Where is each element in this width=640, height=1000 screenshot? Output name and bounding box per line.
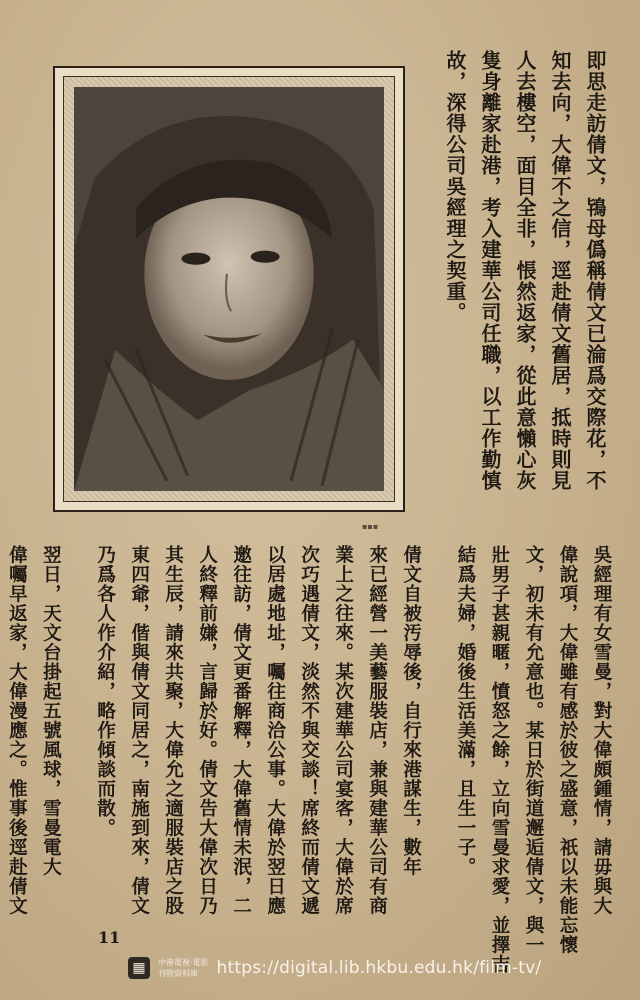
photo-border xyxy=(63,76,395,502)
text-column: 翌日，天文台掛起五號風球，雪曼電大 xyxy=(40,545,62,877)
text-column: 人去樓空，面目全非，悵然返家，從此意懶心灰 xyxy=(513,50,537,491)
text-column: 結爲夫婦，婚後生活美滿，且生一子。 xyxy=(455,545,476,877)
text-column: 乃爲各人作介紹，略作傾談而散。 xyxy=(94,545,116,838)
page-number: 11 xyxy=(98,928,121,947)
text-column: 文，初未有允意也。某日於街道邂逅倩文，與一 xyxy=(523,545,544,955)
watermark-org xyxy=(158,957,209,979)
portrait-photo-frame xyxy=(53,66,405,512)
text-column: 倩文自被汚辱後，自行來港謀生，數年 xyxy=(400,545,422,877)
watermark-url[interactable]: https://digital.lib.hkbu.edu.hk/film-tv/ xyxy=(216,958,542,978)
text-column: 壯男子甚親暱，憤怒之餘，立向雪曼求愛，並擇吉 xyxy=(489,545,510,974)
portrait-photo xyxy=(74,87,384,491)
text-column: 邀往訪，倩文更番解釋，大偉舊情未泯，二 xyxy=(230,545,252,916)
text-column: 偉說項，大偉雖有感於彼之盛意，祇以未能忘懷 xyxy=(557,545,578,955)
library-watermark xyxy=(128,948,541,988)
text-column: 隻身離家赴港，考入建華公司任職，以工作勤慎 xyxy=(478,50,502,491)
watermark-org-line1: 中港電視·電影 xyxy=(158,958,209,967)
text-column: 次巧遇倩文，淡然不與交談！席終而倩文遞 xyxy=(298,545,320,916)
text-column: 故，深得公司吳經理之契重。 xyxy=(443,50,467,323)
text-column: 其生辰，請來共聚，大偉允之適服裝店之股 xyxy=(162,545,184,916)
portrait-image xyxy=(74,87,384,491)
upper-paragraph xyxy=(437,50,612,491)
photo-credit-mark: ▪▪▪ xyxy=(362,522,379,531)
library-logo-icon: ▦ xyxy=(128,957,150,979)
text-column: 東四爺，偕與倩文同居之，南施到來，倩文 xyxy=(128,545,150,916)
text-column: 即思走訪倩文，鴇母僞稱倩文已淪爲交際花，不 xyxy=(583,50,607,491)
text-column: 知去向，大偉不之信，逕赴倩文舊居，抵時則見 xyxy=(548,50,572,491)
text-column: 偉囑早返家，大偉漫應之。惟事後逕赴倩文 xyxy=(6,545,28,916)
text-column: 來已經營一美藝服裝店，兼與建華公司有商 xyxy=(366,545,388,916)
text-column: 以居處地址，囑往商洽公事。大偉於翌日應 xyxy=(264,545,286,916)
watermark-org-line2: 刊物資料庫 xyxy=(158,969,198,978)
text-column: 人終釋前嫌，言歸於好。倩文告大偉次日乃 xyxy=(196,545,218,916)
text-column: 吳經理有女雪曼，對大偉頗鍾情，請毋與大 xyxy=(591,545,612,916)
text-column: 業上之往來。某次建華公司宴客，大偉於席 xyxy=(332,545,354,916)
